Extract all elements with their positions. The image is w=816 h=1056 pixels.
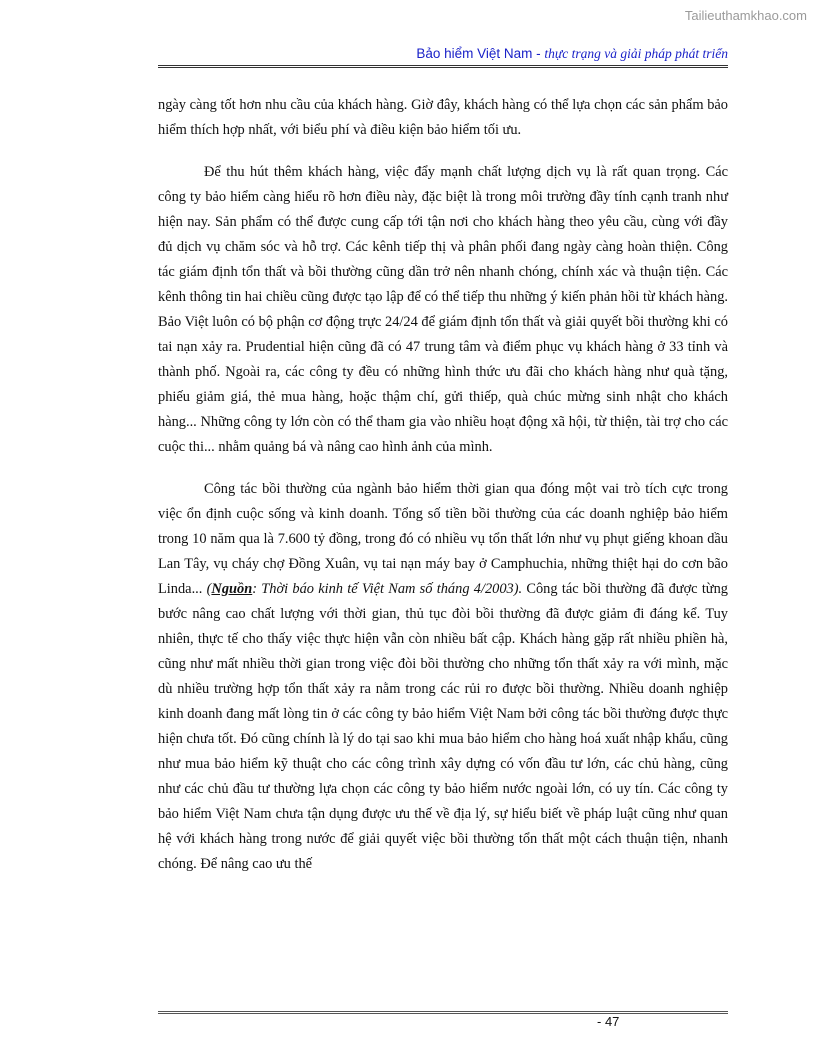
paragraph-compensation xyxy=(158,477,728,877)
document-body xyxy=(158,93,728,877)
running-header xyxy=(158,45,728,63)
header-separator: - xyxy=(532,46,545,61)
source-citation xyxy=(207,581,523,597)
watermark: Tailieuthamkhao.com xyxy=(684,8,807,23)
source-text: : Thời báo kinh tế Việt Nam số tháng 4/2003). xyxy=(252,581,523,597)
paragraph-customer-service: Để thu hút thêm khách hàng, việc đẩy mạnh chất lượng dịch vụ là rất quan trọng. Các công ty bảo hiểm càng hiểu rõ hơn điều này, đặc biệt là trong môi trường đầy tính cạnh tranh như hiện nay. Sản phẩm có thể được cung cấp tới tận nơi cho khách hàng theo yêu cầu, cùng với đầy đủ dịch vụ chăm sóc và hỗ trợ. Các kênh tiếp thị và phân phối đang ngày càng hoàn thiện. Công tác giám định tổn thất và bồi thường cũng dần trở nên nhanh chóng, chính xác và thuận tiện. Các kênh thông tin hai chiều cũng được tạo lập để có thể tiếp thu những ý kiến phản hồi từ khách hàng. Bảo Việt luôn có bộ phận cơ động trực 24/24 để giám định tổn thất và giải quyết bồi thường khi có tai nạn xảy ra. Prudential hiện cũng đã có 47 trung tâm và điểm phục vụ khách hàng ở 33 tỉnh và thành phố. Ngoài ra, các công ty đều có những hình thức ưu đãi cho khách hàng như quà tặng, phiếu giảm giá, thẻ mua hàng, hoặc thậm chí, gửi thiếp, quà chúc mừng sinh nhật cho khách hàng... Những công ty lớn còn có thể tham gia vào nhiều hoạt động xã hội, từ thiện, tài trợ cho các cuộc thi... nhằm quảng bá và nâng cao hình ảnh của mình. xyxy=(158,164,728,455)
source-label: Nguồn xyxy=(211,581,253,597)
footer-rule xyxy=(158,1011,728,1014)
source-open-paren: ( xyxy=(206,581,212,597)
paragraph-compensation-text-2: Công tác bồi thường đã được từng bước nâng cao chất lượng với thời gian, thủ tục đòi bồi thường đã được giảm đi đáng kể. Tuy nhiên, thực tế cho thấy việc thực hiện vẫn còn nhiều bất cập. Khách hàng gặp rất nhiều phiền hà, cũng như mất nhiều thời gian trong việc đòi bồi thường cho những tổn thất xảy ra với mình, mặc dù nhiều trường hợp tổn thất xảy ra nằm trong các rủi ro được bồi thường. Nhiều doanh nghiệp kinh doanh đang mất lòng tin ở các công ty bảo hiểm Việt Nam bởi công tác bồi thường được thực hiện chưa tốt. Đó cũng chính là lý do tại sao khi mua bảo hiểm cho hàng hoá xuất nhập khẩu, cũng như mua bảo hiểm kỹ thuật cho các công trình xây dựng có vốn đầu tư lớn, các chủ hàng, cũng như các chủ đầu tư thường lựa chọn các công ty bảo hiểm nước ngoài lớn, có uy tín. Các công ty bảo hiểm Việt Nam chưa tận dụng được ưu thế về địa lý, sự hiểu biết về pháp luật cũng như quan hệ với khách hàng trong nước để giải quyết việc bồi thường tổn thất một cách thuận tiện, nhanh chóng. Để nâng cao ưu thế xyxy=(158,581,729,872)
page-number: - 47 xyxy=(597,1014,620,1029)
paragraph-compensation-text-1: Công tác bồi thường của ngành bảo hiểm thời gian qua đóng một vai trò tích cực trong việc ổn định cuộc sống và kinh doanh. Tổng số tiền bồi thường của các doanh nghiệp bảo hiểm trong 10 năm qua là 7.600 tỷ đồng, trong đó có nhiều vụ tổn thất lớn như vụ phụt giếng khoan dầu Lan Tây, vụ cháy chợ Đồng Xuân, vụ tai nạn máy bay ở Camphuchia, những thiệt hại do cơn bão Linda... xyxy=(158,481,728,597)
header-rule xyxy=(158,65,728,68)
paragraph-continuation: ngày càng tốt hơn nhu cầu của khách hàng. Giờ đây, khách hàng có thể lựa chọn các sản phẩm bảo hiểm thích hợp nhất, với biểu phí và điều kiện bảo hiểm tối ưu. xyxy=(158,97,728,138)
header-subtitle: thực trạng và giải pháp phát triển xyxy=(544,46,728,61)
header-title: Bảo hiểm Việt Nam xyxy=(416,46,533,61)
